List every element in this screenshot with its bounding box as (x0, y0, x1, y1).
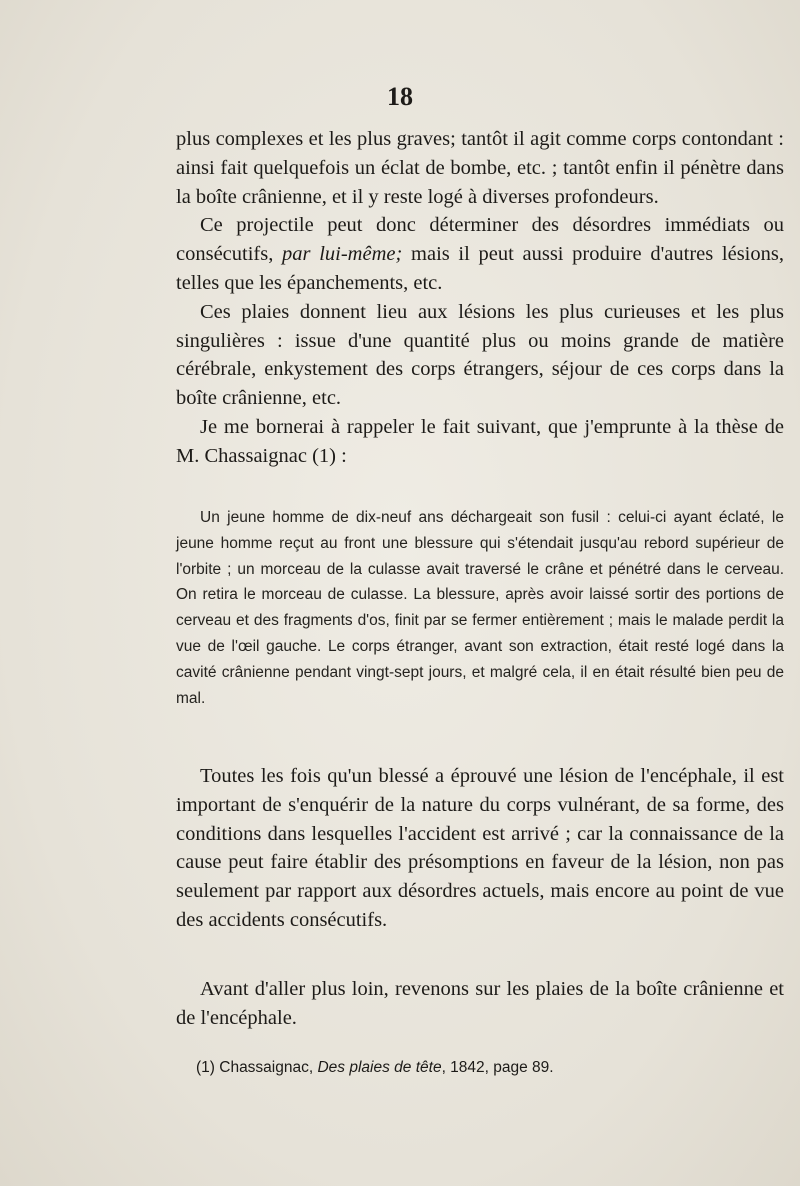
paragraph-continuation: plus complexes et les plus graves; tantôt il agit comme corps contondant : ainsi fait quelquefois un éclat de bombe, etc. ; tantôt enfin il pénètre dans la boîte crânienne, et il y reste logé à diverses profondeurs. (176, 128, 784, 208)
quote-text: Un jeune homme de dix-neuf ans déchargeait son fusil : celui-ci ayant éclaté, le jeune homme reçut au front une blessure qui s'étendait jusqu'au rebord supérieur de l'orbite ; un morceau de la culasse avait traversé le crâne et pénétré dans le cerveau. On retira le morceau de culasse. La blessure, après avoir laissé sortir des portions de cerveau et des fragments d'os, finit par se fermer entièrement ; mais le malade perdit la vue de l'œil gauche. Le corps étranger, avant son extraction, était resté logé dans la cavité crânienne pendant vingt-sept jours, et malgré cela, il en était résulté bien peu de mal. (176, 509, 784, 707)
footnote-marker: (1) Chassaignac, (196, 1059, 318, 1076)
footnote (196, 1057, 756, 1079)
case-quote (176, 505, 784, 711)
paragraph-lesions: Ces plaies donnent lieu aux lésions les plus curieuses et les plus singulières : issue d'une quantité plus ou moins grande de matière cérébrale, enkystement des corps étrangers, séjour de ces corps dans la boîte crânienne, etc. (176, 300, 784, 410)
footnote-title: Des plaies de tête (317, 1059, 442, 1076)
emphasis-par-lui-meme: par lui-même; (282, 243, 403, 266)
paragraph-citation-intro: Je me bornerai à rappeler le fait suivant, que j'emprunte à la thèse de M. Chassaignac (1) : (176, 415, 784, 467)
footnote-rest: , 1842, page 89. (441, 1059, 554, 1076)
paragraph-projectile (176, 211, 784, 297)
paragraph-transition: Avant d'aller plus loin, revenons sur les plaies de la boîte crânienne et de l'encéphale. (176, 978, 784, 1029)
paragraph-projectile-b: mais il peut aussi produire d'autres lésions, telles que les épanchements, etc. (176, 243, 784, 294)
paragraph-projectile-a: Ce projectile peut donc déterminer des désordres immédiats ou consécutifs, (176, 214, 784, 266)
page-number: 18 (387, 82, 413, 111)
body-text-middle (176, 762, 784, 935)
body-text-top (176, 125, 784, 471)
paragraph-encephale: Toutes les fois qu'un blessé a éprouvé une lésion de l'encéphale, il est important de s'enquérir de la nature du corps vulnérant, de sa forme, des conditions dans lesquelles l'accident est arrivé ; car la connaissance de la cause peut faire établir des présomptions en faveur de la lésion, non pas seulement par rapport aux désordres actuels, mais encore au point de vue des accidents consécutifs. (176, 765, 784, 931)
body-text-bottom (176, 975, 784, 1033)
